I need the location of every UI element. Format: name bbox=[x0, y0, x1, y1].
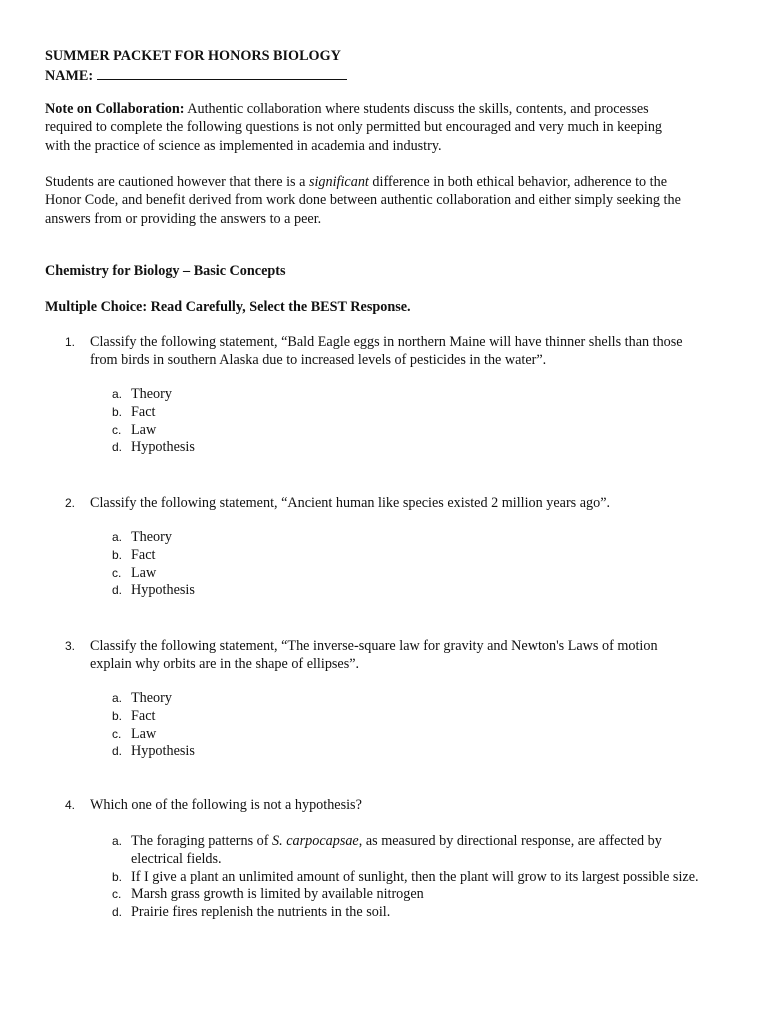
option-text: Law bbox=[131, 421, 157, 438]
option-letter: c. bbox=[112, 565, 122, 580]
option-letter: d. bbox=[112, 744, 123, 759]
option-text: Fact bbox=[131, 403, 156, 420]
caution-line3: answers from or providing the answers to a peer. bbox=[45, 210, 322, 227]
option-letter: b. bbox=[112, 869, 123, 884]
option-item[interactable] bbox=[112, 565, 195, 583]
option-letter: b. bbox=[112, 547, 123, 562]
question-number: 1. bbox=[65, 335, 76, 349]
option-text: If I give a plant an unlimited amount of sunlight, then the plant will grow to its largest possible size. bbox=[131, 868, 699, 885]
option-item[interactable] bbox=[112, 886, 699, 904]
question-number: 2. bbox=[65, 496, 76, 510]
option-list bbox=[112, 386, 195, 457]
option-letter: d. bbox=[112, 905, 123, 920]
option-text: Prairie fires replenish the nutrients in the soil. bbox=[131, 904, 391, 921]
option-letter: c. bbox=[112, 887, 122, 902]
option-letter: d. bbox=[112, 440, 123, 455]
option-letter: a. bbox=[112, 387, 123, 401]
option-text: Hypothesis bbox=[131, 439, 195, 456]
instructions-heading: Multiple Choice: Read Carefully, Select the BEST Response. bbox=[45, 299, 411, 315]
option-letter: d. bbox=[112, 583, 123, 598]
option-letter: a. bbox=[112, 530, 123, 544]
option-list bbox=[112, 529, 195, 600]
question-text-line: Classify the following statement, “Bald Eagle eggs in northern Maine will have thinner shells than those bbox=[90, 334, 683, 350]
option-text: Theory bbox=[131, 690, 172, 706]
option-text: Law bbox=[131, 564, 157, 581]
name-label: NAME: bbox=[45, 68, 94, 84]
species-name: S. carpocapsae bbox=[272, 833, 359, 849]
option-item[interactable] bbox=[112, 833, 699, 869]
option-text: Marsh grass growth is limited by available nitrogen bbox=[131, 886, 424, 903]
option-item[interactable] bbox=[112, 547, 195, 565]
caution-paragraph bbox=[45, 173, 681, 228]
collaboration-note-line3: with the practice of science as implemented in academia and industry. bbox=[45, 137, 442, 154]
caution-emphasis: significant bbox=[308, 174, 369, 190]
option-item[interactable] bbox=[112, 904, 699, 922]
option-text-continued: electrical fields. bbox=[131, 850, 222, 867]
option-text: Hypothesis bbox=[131, 582, 195, 599]
collaboration-note bbox=[45, 100, 662, 155]
question-number: 4. bbox=[65, 798, 76, 812]
option-list bbox=[112, 833, 699, 922]
option-item[interactable] bbox=[112, 726, 195, 744]
option-item[interactable] bbox=[112, 743, 195, 761]
option-text: Theory bbox=[131, 529, 172, 545]
question-number: 3. bbox=[65, 639, 76, 653]
option-item[interactable] bbox=[112, 690, 195, 708]
option-item[interactable] bbox=[112, 439, 195, 457]
collaboration-note-label: Note on Collaboration: bbox=[45, 101, 185, 117]
question-text-line: Classify the following statement, “The inverse-square law for gravity and Newton's Laws of motion bbox=[90, 638, 658, 654]
option-text bbox=[131, 833, 662, 851]
option-letter: c. bbox=[112, 726, 122, 741]
option-list bbox=[112, 690, 195, 761]
option-letter: c. bbox=[112, 422, 122, 437]
option-item[interactable] bbox=[112, 582, 195, 600]
option-text: Hypothesis bbox=[131, 743, 195, 760]
collaboration-note-line2: required to complete the following questions is not only permitted but encouraged and very much in keeping bbox=[45, 119, 663, 136]
question-text-line: Classify the following statement, “Ancient human like species existed 2 million years ago”. bbox=[90, 495, 611, 511]
option-text-end: , as measured by directional response, are affected by bbox=[358, 833, 662, 849]
option-item[interactable] bbox=[112, 708, 195, 726]
collaboration-note-line1: Authentic collaboration where students discuss the skills, contents, and processes bbox=[184, 101, 649, 117]
name-blank-line[interactable] bbox=[97, 65, 347, 80]
question-text-line: from birds in southern Alaska due to increased levels of pesticides in the water”. bbox=[90, 352, 547, 368]
section-title: Chemistry for Biology – Basic Concepts bbox=[45, 263, 286, 279]
option-letter: a. bbox=[112, 691, 123, 705]
option-text: Theory bbox=[131, 386, 172, 402]
option-item[interactable] bbox=[112, 404, 195, 422]
option-text: Fact bbox=[131, 546, 156, 563]
question-text-line: explain why orbits are in the shape of ellipses”. bbox=[90, 656, 360, 672]
option-text: Law bbox=[131, 725, 157, 742]
option-letter: b. bbox=[112, 708, 123, 723]
option-item[interactable] bbox=[112, 386, 195, 404]
document-title: SUMMER PACKET FOR HONORS BIOLOGY bbox=[45, 48, 341, 64]
option-text: Fact bbox=[131, 707, 156, 724]
caution-line1-start: Students are cautioned however that there is a bbox=[45, 174, 309, 190]
option-text-start: The foraging patterns of bbox=[131, 833, 273, 849]
option-item[interactable] bbox=[112, 869, 699, 887]
option-letter: b. bbox=[112, 404, 123, 419]
name-field-row bbox=[45, 65, 347, 85]
option-item[interactable] bbox=[112, 422, 195, 440]
question-text-line: Which one of the following is not a hypothesis? bbox=[90, 797, 362, 813]
caution-line1-end: difference in both ethical behavior, adherence to the bbox=[368, 174, 668, 190]
caution-line2: Honor Code, and benefit derived from work done between authentic collaboration and either simply seeking the bbox=[45, 192, 681, 209]
option-letter: a. bbox=[112, 834, 123, 848]
option-item[interactable] bbox=[112, 529, 195, 547]
